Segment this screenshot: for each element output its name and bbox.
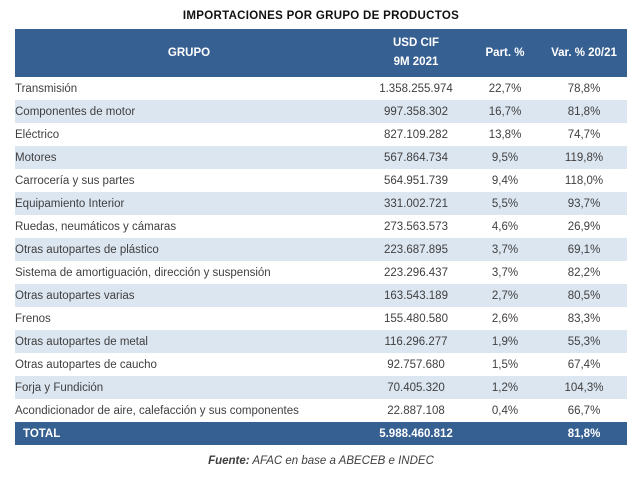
- cell-var: 69,1%: [567, 243, 601, 256]
- cell-usd: 331.002.721: [384, 197, 448, 210]
- cell-part: 1,5%: [491, 358, 519, 371]
- table-row: [15, 353, 627, 376]
- cell-usd: 223.296.437: [384, 266, 448, 279]
- cell-part: 22,7%: [488, 82, 522, 95]
- cell-grupo: Otras autopartes varias: [15, 289, 135, 302]
- table-row: [15, 146, 627, 169]
- cell-grupo: Otras autopartes de metal: [15, 335, 148, 348]
- cell-grupo: Otras autopartes de plástico: [15, 243, 159, 256]
- cell-usd: 567.864.734: [384, 151, 448, 164]
- cell-usd: 827.109.282: [384, 128, 448, 141]
- cell-usd: 997.358.302: [384, 105, 448, 118]
- col-header-grupo: GRUPO: [15, 29, 363, 77]
- cell-grupo: Forja y Fundición: [15, 381, 104, 394]
- cell-var: 119,8%: [564, 151, 604, 164]
- cell-var: 26,9%: [567, 220, 601, 233]
- cell-var: 118,0%: [564, 174, 604, 187]
- cell-usd: 163.543.189: [384, 289, 448, 302]
- table-row: [15, 123, 627, 146]
- table-row: [15, 100, 627, 123]
- cell-usd: 564.951.739: [384, 174, 448, 187]
- cell-var: 67,4%: [567, 358, 601, 371]
- cell-var: 66,7%: [567, 404, 601, 417]
- header-row: [15, 29, 627, 77]
- col-header-usd-line2: 9M 2021: [393, 56, 439, 68]
- table-row: [15, 376, 627, 399]
- cell-part: 1,2%: [491, 381, 519, 394]
- cell-part: 9,5%: [491, 151, 519, 164]
- cell-var: 83,3%: [567, 312, 601, 325]
- cell-var: 104,3%: [564, 381, 604, 394]
- cell-usd: 273.563.573: [384, 220, 448, 233]
- col-header-part: Part. %: [469, 29, 541, 77]
- table-row: [15, 261, 627, 284]
- cell-var: 80,5%: [567, 289, 601, 302]
- source-note: [0, 455, 642, 467]
- total-var-value: 81,8%: [541, 422, 627, 445]
- cell-grupo: Acondicionador de aire, calefacción y sus componentes: [15, 404, 299, 417]
- cell-var: 82,2%: [567, 266, 601, 279]
- cell-var: 78,8%: [567, 82, 601, 95]
- cell-var: 74,7%: [567, 128, 601, 141]
- cell-grupo: Otras autopartes de caucho: [15, 358, 157, 371]
- table-footer: [15, 422, 627, 445]
- cell-usd: 92.757.680: [387, 358, 445, 371]
- table-header: [15, 29, 627, 77]
- cell-part: 3,7%: [491, 243, 519, 256]
- cell-grupo: Carrocería y sus partes: [15, 174, 135, 187]
- cell-part: 2,6%: [491, 312, 519, 325]
- table-row: [15, 169, 627, 192]
- imports-table: [15, 29, 627, 445]
- cell-var: 81,8%: [567, 105, 601, 118]
- cell-usd: 70.405.320: [387, 381, 445, 394]
- cell-part: 9,4%: [491, 174, 519, 187]
- total-row: [15, 422, 627, 445]
- total-label: TOTAL: [15, 422, 363, 445]
- page-title: IMPORTACIONES POR GRUPO DE PRODUCTOS: [182, 10, 460, 22]
- cell-part: 13,8%: [488, 128, 522, 141]
- cell-grupo: Eléctrico: [15, 128, 60, 141]
- total-part-value: [469, 422, 541, 445]
- cell-grupo: Transmisión: [15, 82, 78, 95]
- col-header-usd-cif: [363, 29, 469, 77]
- col-header-var: Var. % 20/21: [541, 29, 627, 77]
- cell-grupo: Frenos: [15, 312, 51, 325]
- table-row: [15, 192, 627, 215]
- cell-usd: 223.687.895: [384, 243, 448, 256]
- table-row: [15, 238, 627, 261]
- table-row: [15, 77, 627, 100]
- source-prefix: Fuente:: [208, 455, 250, 467]
- table-row: [15, 284, 627, 307]
- cell-usd: 155.480.580: [384, 312, 448, 325]
- cell-part: 2,7%: [491, 289, 519, 302]
- cell-grupo: Componentes de motor: [15, 105, 136, 118]
- cell-usd: 116.296.277: [384, 335, 448, 348]
- cell-grupo: Sistema de amortiguación, dirección y suspensión: [15, 266, 271, 279]
- total-usd-value: 5.988.460.812: [363, 422, 469, 445]
- cell-grupo: Ruedas, neumáticos y cámaras: [15, 220, 177, 233]
- source-text: AFAC en base a ABECEB e INDEC: [249, 455, 434, 467]
- table-body: [15, 77, 627, 422]
- cell-part: 3,7%: [491, 266, 519, 279]
- cell-usd: 22.887.108: [387, 404, 445, 417]
- table-row: [15, 307, 627, 330]
- cell-part: 0,4%: [491, 404, 519, 417]
- cell-var: 93,7%: [567, 197, 601, 210]
- cell-part: 1,9%: [491, 335, 519, 348]
- cell-var: 55,3%: [567, 335, 601, 348]
- table-row: [15, 399, 627, 422]
- cell-usd: 1.358.255.974: [379, 82, 453, 95]
- table-row: [15, 330, 627, 353]
- cell-part: 5,5%: [491, 197, 519, 210]
- cell-grupo: Motores: [15, 151, 57, 164]
- cell-grupo: Equipamiento Interior: [15, 197, 125, 210]
- table-row: [15, 215, 627, 238]
- cell-part: 4,6%: [491, 220, 519, 233]
- col-header-usd-line1: USD CIF: [393, 37, 439, 49]
- cell-part: 16,7%: [488, 105, 522, 118]
